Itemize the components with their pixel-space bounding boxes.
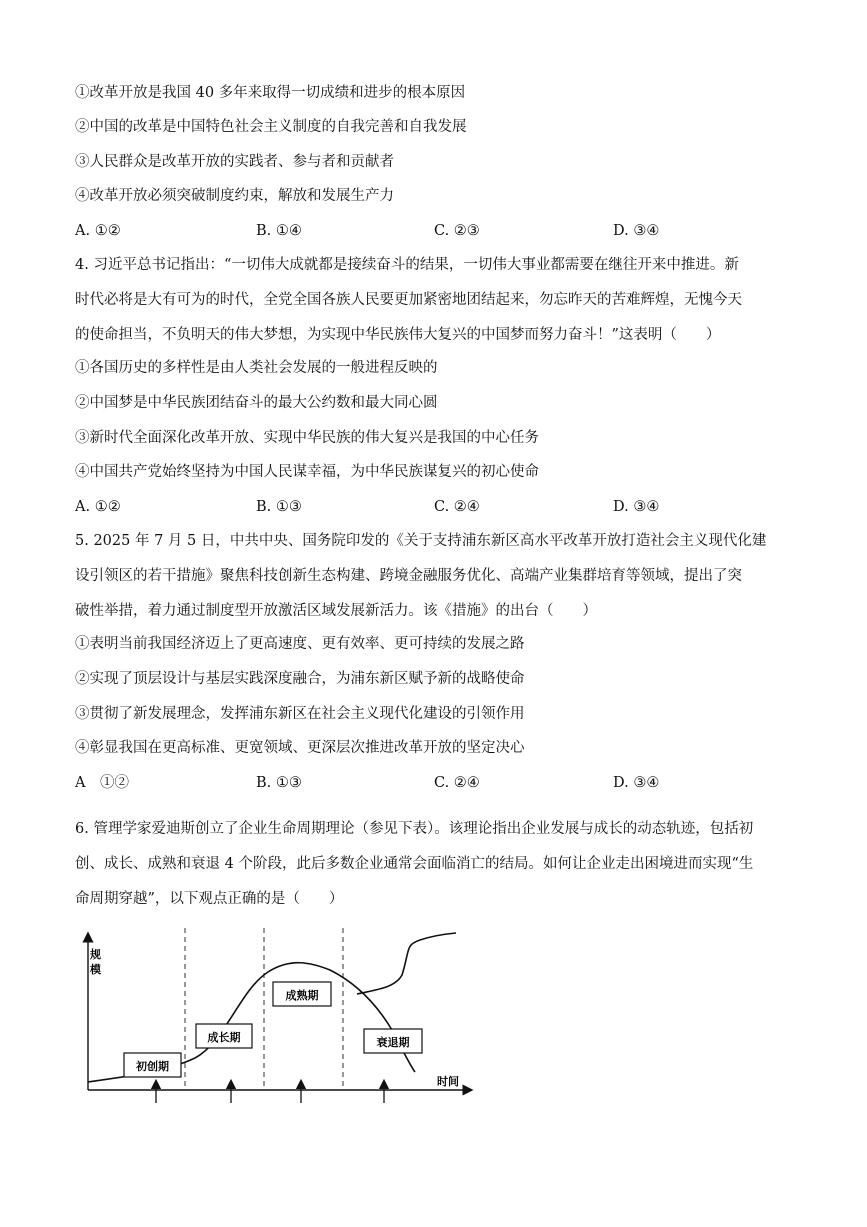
q3-option-d: D. ③④ xyxy=(613,223,660,239)
q5-statement-2: ②实现了顶层设计与基层实践深度融合，为浦东新区赋予新的战略使命 xyxy=(75,671,525,687)
stage-label-startup: 初创期 xyxy=(136,1060,169,1073)
q4-stem-line-3: 的使命担当，不负明天的伟大梦想，为实现中华民族伟大复兴的中国梦而努力奋斗！”这表明（ ） xyxy=(75,327,721,343)
q6-stem-line-1: 6. 管理学家爱迪斯创立了企业生命周期理论（参见下表）。该理论指出企业发展与成长的动态轨迹，包括初 xyxy=(75,821,754,837)
stage-label-decline: 衰退期 xyxy=(376,1036,410,1049)
q5-statement-3: ③贯彻了新发展理念，发挥浦东新区在社会主义现代化建设的引领作用 xyxy=(75,706,525,722)
q3-statement-2: ②中国的改革是中国特色社会主义制度的自我完善和自我发展 xyxy=(75,119,467,135)
q5-option-b: B. ①③ xyxy=(256,775,302,791)
q5-stem-line-3: 破性举措，着力通过制度型开放激活区域发展新活力。该《措施》的出台（ ） xyxy=(75,603,597,619)
q5-statement-4: ④彰显我国在更高标准、更宽领域、更深层次推进改革开放的坚定决心 xyxy=(75,740,525,756)
q6-stem-line-3: 命周期穿越”，以下观点正确的是（ ） xyxy=(75,891,344,907)
q3-option-b: B. ①④ xyxy=(256,223,302,239)
q3-option-a: A. ①② xyxy=(75,223,121,239)
q4-option-c: C. ②④ xyxy=(434,499,480,515)
q5-option-d: D. ③④ xyxy=(613,775,660,791)
q3-statement-1: ①改革开放是我国 40 多年来取得一切成绩和进步的根本原因 xyxy=(75,85,466,101)
y-axis-label-1: 规 xyxy=(90,948,101,961)
q4-option-d: D. ③④ xyxy=(613,499,660,515)
q5-stem-line-2: 设引领区的若干措施》聚焦科技创新生态构建、跨境金融服务优化、高端产业集群培育等领域，提出了突 xyxy=(75,568,742,584)
renewal-curve xyxy=(357,933,456,994)
q3-statement-4: ④改革开放必须突破制度约束，解放和发展生产力 xyxy=(75,188,394,204)
y-axis-label-2: 模 xyxy=(90,963,101,976)
stage-label-growth: 成长期 xyxy=(207,1031,241,1044)
q4-stem-line-1: 4. 习近平总书记指出：“一切伟大成就都是接续奋斗的结果，一切伟大事业都需要在继往开来中推进。新 xyxy=(75,257,739,273)
q4-option-b: B. ①③ xyxy=(256,499,302,515)
q5-option-a: A ①② xyxy=(75,775,129,791)
q4-option-a: A. ①② xyxy=(75,499,121,515)
q4-statement-3: ③新时代全面深化改革开放、实现中华民族的伟大复兴是我国的中心任务 xyxy=(75,430,539,446)
q3-option-c: C. ②③ xyxy=(434,223,480,239)
q3-statement-3: ③人民群众是改革开放的实践者、参与者和贡献者 xyxy=(75,154,394,170)
q5-stem-line-1: 5. 2025 年 7 月 5 日，中共中央、国务院印发的《关于支持浦东新区高水平改革开放打造社会主义现代化建 xyxy=(75,533,767,549)
stage-label-maturity: 成熟期 xyxy=(285,989,319,1002)
q4-statement-4: ④中国共产党始终坚持为中国人民谋幸福，为中华民族谋复兴的初心使命 xyxy=(75,464,539,480)
q4-stem-line-2: 时代必将是大有可为的时代，全党全国各族人民要更加紧密地团结起来，勿忘昨天的苦难辉煌，无愧今天 xyxy=(75,292,742,308)
q4-statement-1: ①各国历史的多样性是由人类社会发展的一般进程反映的 xyxy=(75,360,438,376)
x-axis-label: 时间 xyxy=(437,1075,459,1088)
q6-stem-line-2: 创、成长、成熟和衰退 4 个阶段，此后多数企业通常会面临消亡的结局。如何让企业走出困境进而实现“生 xyxy=(75,856,754,872)
q5-option-c: C. ②④ xyxy=(434,775,480,791)
q5-statement-1: ①表明当前我国经济迈上了更高速度、更有效率、更可持续的发展之路 xyxy=(75,636,525,652)
q4-statement-2: ②中国梦是中华民族团结奋斗的最大公约数和最大同心圆 xyxy=(75,395,438,411)
